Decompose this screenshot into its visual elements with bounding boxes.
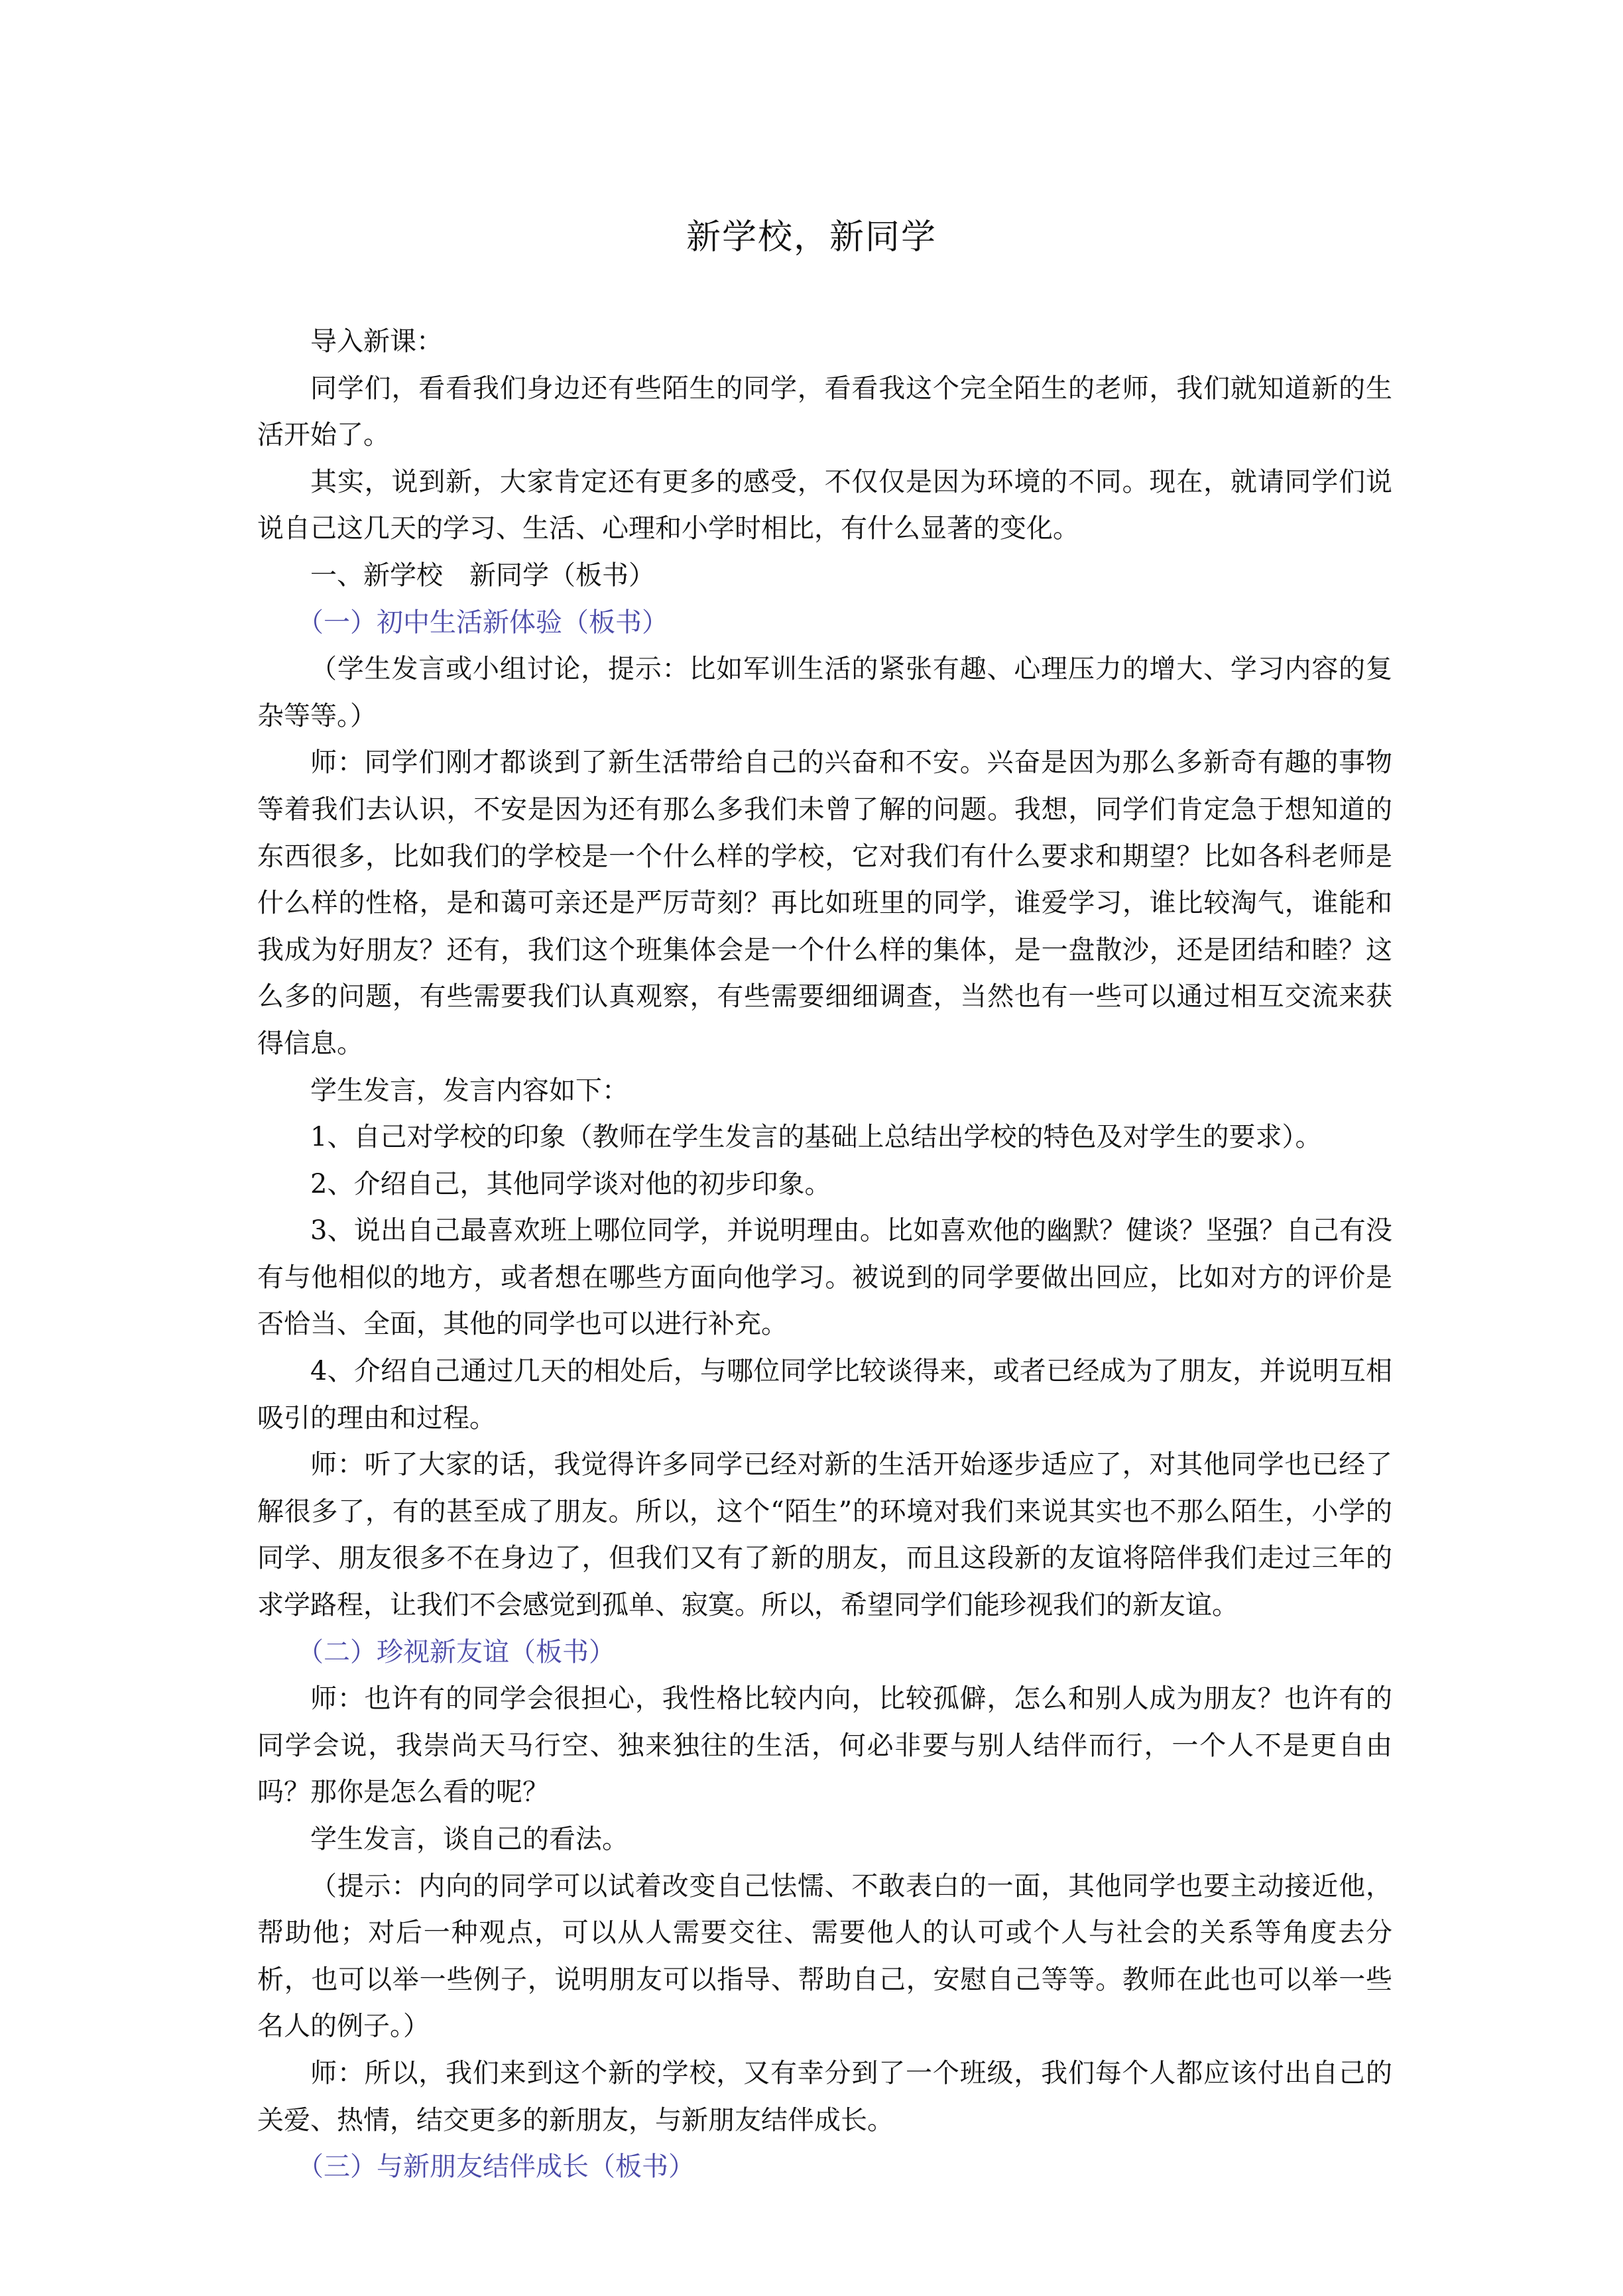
- paragraph: 师：同学们刚才都谈到了新生活带给自己的兴奋和不安。兴奋是因为那么多新奇有趣的事物等着我们去认识，不安是因为还有那么多我们未曾了解的问题。我想，同学们肯定急于想知道的东西很多，比如我们的学校是一个什么样的学校，它对我们有什么要求和期望？比如各科老师是什么样的性格，是和蔼可亲还是严厉苛刻？再比如班里的同学，谁爱学习，谁比较淘气，谁能和我成为好朋友？还有，我们这个班集体会是一个什么样的集体，是一盘散沙，还是团结和睦？这么多的问题，有些需要我们认真观察，有些需要细细调查，当然也有一些可以通过相互交流来获得信息。: [257, 747, 1392, 1059]
- paragraph: （提示：内向的同学可以试着改变自己怯懦、不敢表白的一面，其他同学也要主动接近他，帮助他；对后一种观点，可以从人需要交往、需要他人的认可或个人与社会的关系等角度去分析，也可以举一些例子，说明朋友可以指导、帮助自己，安慰自己等等。教师在此也可以举一些名人的例子。）: [257, 1870, 1392, 2042]
- list-item: 2、介绍自己，其他同学谈对他的初步印象。: [310, 1168, 831, 1199]
- subsection-heading: （二）珍视新友谊（板书）: [297, 1636, 615, 1667]
- document-body: [257, 318, 1392, 2191]
- paragraph: 学生发言，发言内容如下：: [310, 1075, 629, 1106]
- list-item: 1、自己对学校的印象（教师在学生发言的基础上总结出学校的特色及对学生的要求）。: [310, 1122, 1322, 1153]
- paragraph: 师：也许有的同学会很担心，我性格比较内向，比较孤僻，怎么和别人成为朋友？也许有的同学会说，我崇尚天马行空、独来独往的生活，何必非要与别人结伴而行，一个人不是更自由吗？那你是怎么看的呢？: [257, 1683, 1392, 1808]
- list-item: 4、介绍自己通过几天的相处后，与哪位同学比较谈得来，或者已经成为了朋友，并说明互相吸引的理由和过程。: [257, 1356, 1392, 1433]
- section-heading: 一、新学校 新同学（板书）: [310, 560, 655, 591]
- subsection-heading: （一）初中生活新体验（板书）: [297, 607, 668, 638]
- list-item: 3、说出自己最喜欢班上哪位同学，并说明理由。比如喜欢他的幽默？健谈？坚强？自己有没有与他相似的地方，或者想在哪些方面向他学习。被说到的同学要做出回应，比如对方的评价是否恰当、全面，其他的同学也可以进行补充。: [257, 1215, 1392, 1340]
- paragraph-intro-label: 导入新课：: [310, 326, 443, 357]
- paragraph: 学生发言，谈自己的看法。: [310, 1824, 629, 1854]
- document-title: 新学校，新同学: [686, 217, 937, 257]
- paragraph: （学生发言或小组讨论，提示：比如军训生活的紧张有趣、心理压力的增大、学习内容的复杂等等。）: [257, 654, 1392, 731]
- subsection-heading: （三）与新朋友结伴成长（板书）: [297, 2151, 695, 2183]
- paragraph: 师：所以，我们来到这个新的学校，又有幸分到了一个班级，我们每个人都应该付出自己的关爱、热情，结交更多的新朋友，与新朋友结伴成长。: [257, 2057, 1392, 2136]
- paragraph: 同学们，看看我们身边还有些陌生的同学，看看我这个完全陌生的老师，我们就知道新的生活开始了。: [257, 373, 1392, 451]
- paragraph: 师：听了大家的话，我觉得许多同学已经对新的生活开始逐步适应了，对其他同学也已经了解很多了，有的甚至成了朋友。所以，这个“陌生”的环境对我们来说其实也不那么陌生，小学的同学、朋友很多不在身边了，但我们又有了新的朋友，而且这段新的友谊将陪伴我们走过三年的求学路程，让我们不会感觉到孤单、寂寞。所以，希望同学们能珍视我们的新友谊。: [257, 1449, 1392, 1621]
- paragraph: 其实，说到新，大家肯定还有更多的感受，不仅仅是因为环境的不同。现在，就请同学们说说自己这几天的学习、生活、心理和小学时相比，有什么显著的变化。: [257, 466, 1392, 544]
